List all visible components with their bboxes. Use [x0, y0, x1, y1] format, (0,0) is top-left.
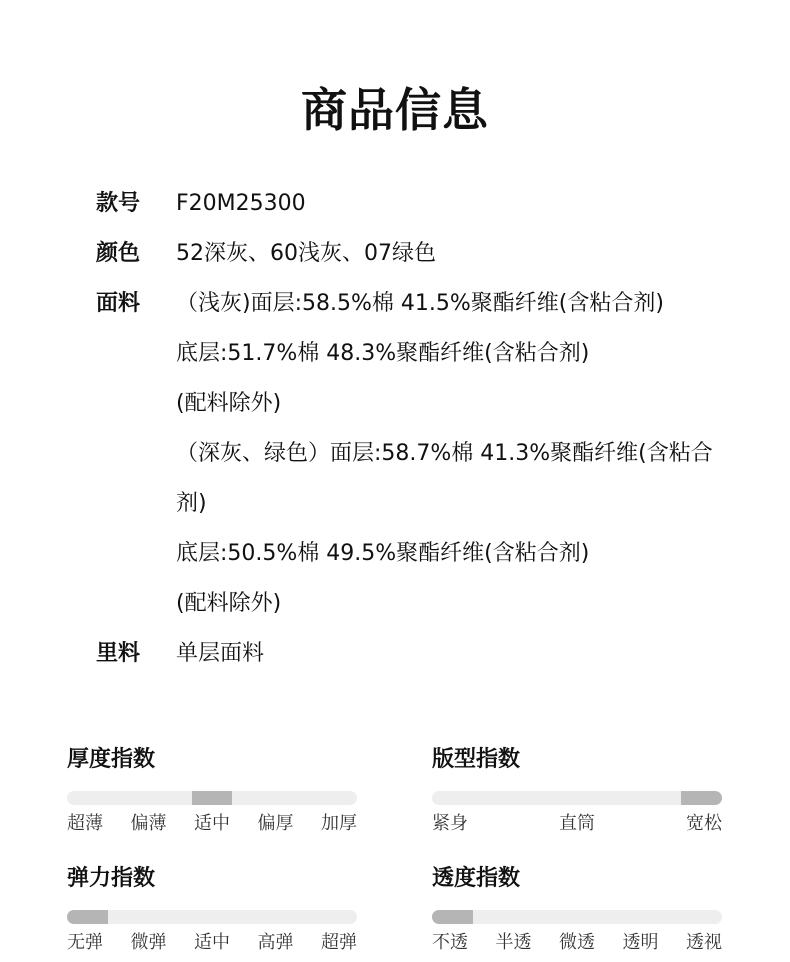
gauge-track-transparency: [432, 910, 722, 924]
gauge-track-fit: [432, 791, 722, 805]
spec-label-style-no: 款号: [96, 191, 141, 216]
gauge-option-label: 适中: [194, 813, 230, 834]
spec-value-lining: 单层面料: [176, 641, 265, 666]
gauge-options-transparency: [432, 930, 722, 956]
gauge-option-label: 超薄: [67, 813, 103, 834]
gauge-fill-transparency: [432, 910, 473, 924]
spec-label-color: 颜色: [96, 241, 141, 266]
gauge-option-label: 高弹: [257, 932, 294, 953]
gauge-options-elasticity: [67, 930, 357, 956]
gauge-track-elasticity: [67, 910, 357, 924]
gauge-option-label: 直筒: [559, 813, 595, 834]
fabric-line-3: (配料除外): [176, 391, 282, 416]
gauge-title-elasticity: 弹力指数: [67, 866, 156, 891]
gauge-option-label: 偏薄: [130, 813, 167, 834]
gauge-option-label: 透明: [622, 932, 659, 953]
fabric-line-4: （深灰、绿色）面层:58.7%棉 41.3%聚酯纤维(含粘合: [176, 441, 713, 466]
gauge-option-label: 偏厚: [257, 813, 294, 834]
gauge-option-label: 半透: [495, 932, 532, 953]
fabric-line-1: （浅灰)面层:58.5%棉 41.5%聚酯纤维(含粘合剂): [176, 291, 664, 316]
gauge-title-transparency: 透度指数: [432, 866, 521, 891]
gauge-fill-elasticity: [67, 910, 108, 924]
fabric-line-6: 底层:50.5%棉 49.5%聚酯纤维(含粘合剂): [176, 541, 590, 566]
transparency-gauge: [432, 864, 722, 962]
spec-label-fabric: 面料: [96, 291, 141, 316]
fabric-line-5: 剂): [176, 491, 207, 516]
spec-label-lining: 里料: [96, 641, 141, 666]
gauge-title-thickness: 厚度指数: [67, 747, 156, 772]
gauge-option-label: 适中: [194, 932, 230, 953]
gauge-track-thickness: [67, 791, 357, 805]
gauge-option-label: 加厚: [321, 813, 357, 834]
gauge-options-thickness: [67, 811, 357, 837]
gauge-option-label: 微透: [559, 932, 595, 953]
thickness-gauge: [67, 745, 357, 845]
gauge-option-label: 超弹: [321, 932, 357, 953]
fabric-line-2: 底层:51.7%棉 48.3%聚酯纤维(含粘合剂): [176, 341, 590, 366]
fit-gauge: [432, 745, 722, 845]
gauge-fill-thickness: [192, 791, 233, 805]
gauge-option-label: 微弹: [130, 932, 167, 953]
spec-value-style-no: F20M25300: [176, 191, 306, 216]
gauge-option-label: 透视: [686, 932, 722, 953]
gauge-option-label: 无弹: [67, 932, 103, 953]
elasticity-gauge: [67, 864, 357, 962]
fabric-line-7: (配料除外): [176, 591, 282, 616]
page-title: 商品信息: [301, 83, 489, 137]
gauge-options-fit: [432, 811, 722, 837]
gauge-option-label: 紧身: [432, 813, 468, 834]
gauge-title-fit: 版型指数: [432, 747, 521, 772]
spec-value-color: 52深灰、60浅灰、07绿色: [176, 241, 436, 266]
gauge-option-label: 宽松: [686, 813, 722, 834]
gauge-fill-fit: [681, 791, 722, 805]
gauge-option-label: 不透: [432, 932, 468, 953]
